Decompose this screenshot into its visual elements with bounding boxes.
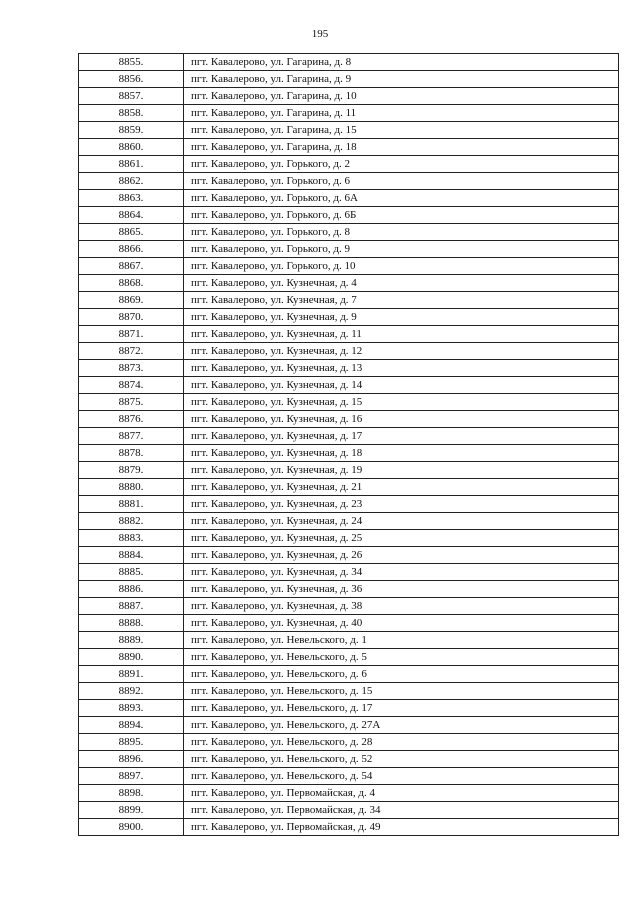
row-number-cell: 8860.: [79, 139, 184, 156]
row-number-cell: 8858.: [79, 105, 184, 122]
table-row: [79, 462, 619, 479]
table-row: [79, 190, 619, 207]
table-row: [79, 292, 619, 309]
row-number-cell: 8887.: [79, 598, 184, 615]
table-row: [79, 683, 619, 700]
row-number-cell: 8897.: [79, 768, 184, 785]
address-cell: пгт. Кавалерово, ул. Горького, д. 2: [184, 156, 619, 173]
table-row: [79, 394, 619, 411]
table-row: [79, 156, 619, 173]
table-row: [79, 139, 619, 156]
address-cell: пгт. Кавалерово, ул. Горького, д. 9: [184, 241, 619, 258]
address-table-body: [79, 54, 619, 836]
address-cell: пгт. Кавалерово, ул. Невельского, д. 15: [184, 683, 619, 700]
table-row: [79, 496, 619, 513]
row-number-cell: 8892.: [79, 683, 184, 700]
address-cell: пгт. Кавалерово, ул. Горького, д. 8: [184, 224, 619, 241]
row-number-cell: 8864.: [79, 207, 184, 224]
row-number-cell: 8876.: [79, 411, 184, 428]
address-cell: пгт. Кавалерово, ул. Невельского, д. 17: [184, 700, 619, 717]
address-cell: пгт. Кавалерово, ул. Горького, д. 6А: [184, 190, 619, 207]
address-cell: пгт. Кавалерово, ул. Кузнечная, д. 13: [184, 360, 619, 377]
table-row: [79, 734, 619, 751]
row-number-cell: 8895.: [79, 734, 184, 751]
address-cell: пгт. Кавалерово, ул. Гагарина, д. 10: [184, 88, 619, 105]
address-cell: пгт. Кавалерово, ул. Кузнечная, д. 40: [184, 615, 619, 632]
table-row: [79, 666, 619, 683]
row-number-cell: 8893.: [79, 700, 184, 717]
row-number-cell: 8869.: [79, 292, 184, 309]
address-cell: пгт. Кавалерово, ул. Кузнечная, д. 18: [184, 445, 619, 462]
row-number-cell: 8868.: [79, 275, 184, 292]
table-row: [79, 564, 619, 581]
table-row: [79, 207, 619, 224]
row-number-cell: 8898.: [79, 785, 184, 802]
row-number-cell: 8856.: [79, 71, 184, 88]
address-cell: пгт. Кавалерово, ул. Первомайская, д. 34: [184, 802, 619, 819]
row-number-cell: 8874.: [79, 377, 184, 394]
table-row: [79, 241, 619, 258]
row-number-cell: 8859.: [79, 122, 184, 139]
table-row: [79, 71, 619, 88]
row-number-cell: 8875.: [79, 394, 184, 411]
table-row: [79, 326, 619, 343]
table-row: [79, 513, 619, 530]
table-row: [79, 428, 619, 445]
table-row: [79, 530, 619, 547]
address-cell: пгт. Кавалерово, ул. Кузнечная, д. 24: [184, 513, 619, 530]
table-row: [79, 768, 619, 785]
table-row: [79, 258, 619, 275]
row-number-cell: 8855.: [79, 54, 184, 71]
table-row: [79, 717, 619, 734]
table-row: [79, 581, 619, 598]
table-row: [79, 479, 619, 496]
address-cell: пгт. Кавалерово, ул. Невельского, д. 6: [184, 666, 619, 683]
address-cell: пгт. Кавалерово, ул. Кузнечная, д. 23: [184, 496, 619, 513]
row-number-cell: 8870.: [79, 309, 184, 326]
address-cell: пгт. Кавалерово, ул. Кузнечная, д. 38: [184, 598, 619, 615]
address-cell: пгт. Кавалерово, ул. Невельского, д. 54: [184, 768, 619, 785]
address-cell: пгт. Кавалерово, ул. Гагарина, д. 11: [184, 105, 619, 122]
row-number-cell: 8881.: [79, 496, 184, 513]
address-table: [78, 53, 619, 836]
row-number-cell: 8873.: [79, 360, 184, 377]
address-cell: пгт. Кавалерово, ул. Горького, д. 6: [184, 173, 619, 190]
address-cell: пгт. Кавалерово, ул. Невельского, д. 28: [184, 734, 619, 751]
address-cell: пгт. Кавалерово, ул. Первомайская, д. 49: [184, 819, 619, 836]
table-row: [79, 377, 619, 394]
address-cell: пгт. Кавалерово, ул. Первомайская, д. 4: [184, 785, 619, 802]
table-row: [79, 615, 619, 632]
table-row: [79, 649, 619, 666]
address-cell: пгт. Кавалерово, ул. Кузнечная, д. 4: [184, 275, 619, 292]
table-row: [79, 105, 619, 122]
row-number-cell: 8885.: [79, 564, 184, 581]
address-cell: пгт. Кавалерово, ул. Кузнечная, д. 14: [184, 377, 619, 394]
address-cell: пгт. Кавалерово, ул. Кузнечная, д. 34: [184, 564, 619, 581]
table-row: [79, 632, 619, 649]
row-number-cell: 8886.: [79, 581, 184, 598]
address-cell: пгт. Кавалерово, ул. Кузнечная, д. 21: [184, 479, 619, 496]
table-row: [79, 122, 619, 139]
row-number-cell: 8894.: [79, 717, 184, 734]
row-number-cell: 8891.: [79, 666, 184, 683]
table-row: [79, 275, 619, 292]
address-cell: пгт. Кавалерово, ул. Невельского, д. 27А: [184, 717, 619, 734]
table-row: [79, 598, 619, 615]
address-cell: пгт. Кавалерово, ул. Гагарина, д. 15: [184, 122, 619, 139]
address-cell: пгт. Кавалерово, ул. Невельского, д. 5: [184, 649, 619, 666]
table-row: [79, 700, 619, 717]
row-number-cell: 8889.: [79, 632, 184, 649]
address-cell: пгт. Кавалерово, ул. Кузнечная, д. 7: [184, 292, 619, 309]
row-number-cell: 8900.: [79, 819, 184, 836]
row-number-cell: 8896.: [79, 751, 184, 768]
row-number-cell: 8877.: [79, 428, 184, 445]
row-number-cell: 8866.: [79, 241, 184, 258]
table-row: [79, 54, 619, 71]
table-row: [79, 88, 619, 105]
address-cell: пгт. Кавалерово, ул. Кузнечная, д. 17: [184, 428, 619, 445]
address-cell: пгт. Кавалерово, ул. Невельского, д. 1: [184, 632, 619, 649]
table-row: [79, 343, 619, 360]
row-number-cell: 8899.: [79, 802, 184, 819]
row-number-cell: 8884.: [79, 547, 184, 564]
address-cell: пгт. Кавалерово, ул. Гагарина, д. 8: [184, 54, 619, 71]
table-row: [79, 547, 619, 564]
table-row: [79, 751, 619, 768]
address-cell: пгт. Кавалерово, ул. Кузнечная, д. 19: [184, 462, 619, 479]
table-row: [79, 224, 619, 241]
address-cell: пгт. Кавалерово, ул. Кузнечная, д. 11: [184, 326, 619, 343]
address-cell: пгт. Кавалерово, ул. Кузнечная, д. 25: [184, 530, 619, 547]
row-number-cell: 8878.: [79, 445, 184, 462]
row-number-cell: 8883.: [79, 530, 184, 547]
row-number-cell: 8857.: [79, 88, 184, 105]
address-cell: пгт. Кавалерово, ул. Горького, д. 10: [184, 258, 619, 275]
table-row: [79, 309, 619, 326]
row-number-cell: 8865.: [79, 224, 184, 241]
row-number-cell: 8882.: [79, 513, 184, 530]
row-number-cell: 8863.: [79, 190, 184, 207]
address-cell: пгт. Кавалерово, ул. Кузнечная, д. 16: [184, 411, 619, 428]
row-number-cell: 8880.: [79, 479, 184, 496]
table-row: [79, 445, 619, 462]
table-row: [79, 819, 619, 836]
address-cell: пгт. Кавалерово, ул. Гагарина, д. 9: [184, 71, 619, 88]
address-cell: пгт. Кавалерово, ул. Гагарина, д. 18: [184, 139, 619, 156]
address-cell: пгт. Кавалерово, ул. Кузнечная, д. 36: [184, 581, 619, 598]
address-cell: пгт. Кавалерово, ул. Кузнечная, д. 9: [184, 309, 619, 326]
address-cell: пгт. Кавалерово, ул. Невельского, д. 52: [184, 751, 619, 768]
row-number-cell: 8888.: [79, 615, 184, 632]
address-cell: пгт. Кавалерово, ул. Кузнечная, д. 26: [184, 547, 619, 564]
row-number-cell: 8871.: [79, 326, 184, 343]
address-cell: пгт. Кавалерово, ул. Горького, д. 6Б: [184, 207, 619, 224]
address-cell: пгт. Кавалерово, ул. Кузнечная, д. 12: [184, 343, 619, 360]
table-row: [79, 360, 619, 377]
row-number-cell: 8867.: [79, 258, 184, 275]
table-row: [79, 802, 619, 819]
row-number-cell: 8879.: [79, 462, 184, 479]
row-number-cell: 8890.: [79, 649, 184, 666]
row-number-cell: 8862.: [79, 173, 184, 190]
page-number: 195: [311, 28, 329, 40]
address-cell: пгт. Кавалерово, ул. Кузнечная, д. 15: [184, 394, 619, 411]
row-number-cell: 8861.: [79, 156, 184, 173]
row-number-cell: 8872.: [79, 343, 184, 360]
table-row: [79, 785, 619, 802]
table-row: [79, 411, 619, 428]
table-row: [79, 173, 619, 190]
